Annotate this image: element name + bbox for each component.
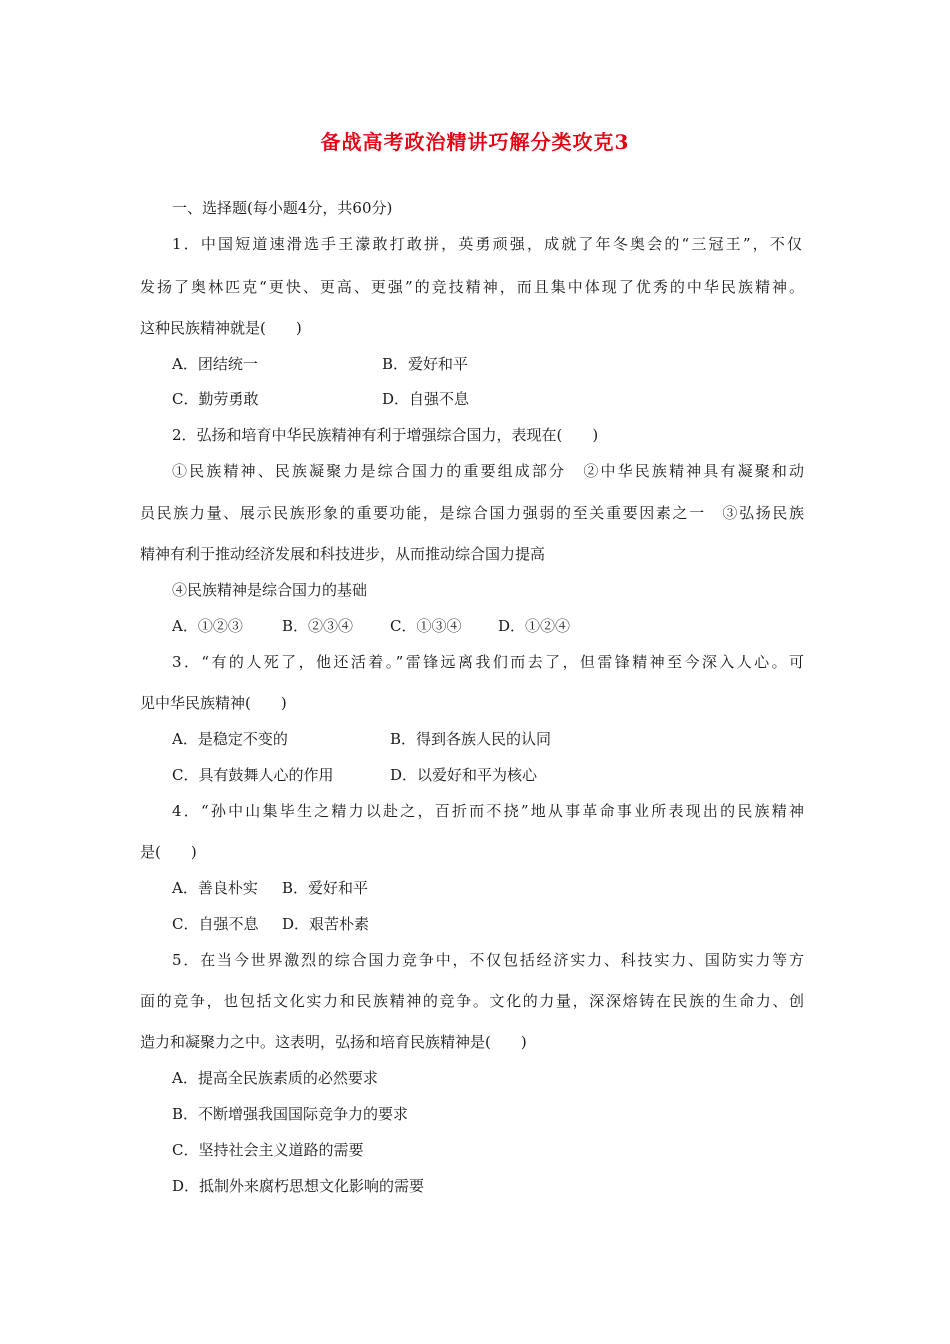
q2-option-d: D．①②④ xyxy=(498,617,571,635)
q3-line-1: 3．“有的人死了，他还活着。”雷锋远离我们而去了，但雷锋精神至今深入人心。可 xyxy=(172,653,804,671)
q2-option-c: C．①③④ xyxy=(390,617,462,635)
q4-option-d: D．艰苦朴素 xyxy=(282,915,370,933)
q2-line-2: ①民族精神、民族凝聚力是综合国力的重要组成部分 ②中华民族精神具有凝聚和动 xyxy=(172,462,804,480)
q1-line-1: 1．中国短道速滑选手王濛敢打敢拼，英勇顽强，成就了年冬奥会的“三冠王”，不仅 xyxy=(172,235,802,253)
q1-line-3: 这种民族精神就是( ) xyxy=(140,319,302,337)
q5-line-1: 5．在当今世界激烈的综合国力竞争中，不仅包括经济实力、科技实力、国防实力等方 xyxy=(172,951,804,969)
q4-option-c: C．自强不息 xyxy=(172,915,259,933)
q5-option-d: D．抵制外来腐朽思想文化影响的需要 xyxy=(172,1177,425,1195)
q3-option-b: B．得到各族人民的认同 xyxy=(390,730,552,748)
q1-option-d: D．自强不息 xyxy=(382,390,470,408)
section-heading: 一、选择题(每小题4分，共60分) xyxy=(172,199,393,217)
q2-line-4: 精神有利于推动经济发展和科技进步，从而推动综合国力提高 xyxy=(140,545,546,563)
q3-line-2: 见中华民族精神( ) xyxy=(140,694,287,712)
q2-line-1: 2．弘扬和培育中华民族精神有利于增强综合国力，表现在( ) xyxy=(172,426,599,444)
q5-option-b: B．不断增强我国国际竞争力的要求 xyxy=(172,1105,409,1123)
q5-option-a: A．提高全民族素质的必然要求 xyxy=(172,1069,378,1087)
q2-option-b: B．②③④ xyxy=(282,617,354,635)
q2-option-a: A．①②③ xyxy=(172,617,243,635)
q1-option-b: B．爱好和平 xyxy=(382,355,469,373)
page-title: 备战高考政治精讲巧解分类攻克3 xyxy=(320,130,630,154)
q3-option-a: A．是稳定不变的 xyxy=(172,730,288,748)
q5-line-2: 面的竞争，也包括文化实力和民族精神的竞争。文化的力量，深深熔铸在民族的生命力、创 xyxy=(140,992,804,1010)
q4-line-1: 4．“孙中山集毕生之精力以赴之，百折而不挠”地从事革命事业所表现出的民族精神 xyxy=(172,802,804,820)
q5-line-3: 造力和凝聚力之中。这表明，弘扬和培育民族精神是( ) xyxy=(140,1033,527,1051)
q2-line-3: 员民族力量、展示民族形象的重要功能，是综合国力强弱的至关重要因素之一 ③弘扬民族 xyxy=(140,504,804,522)
q1-option-a: A．团结统一 xyxy=(172,355,258,373)
q2-line-5: ④民族精神是综合国力的基础 xyxy=(172,581,368,599)
q5-option-c: C．坚持社会主义道路的需要 xyxy=(172,1141,364,1159)
q4-option-a: A．善良朴实 xyxy=(172,879,258,897)
q1-line-2: 发扬了奥林匹克“更快、更高、更强”的竞技精神，而且集中体现了优秀的中华民族精神。 xyxy=(140,278,804,296)
q3-option-d: D．以爱好和平为核心 xyxy=(390,766,538,784)
q3-option-c: C．具有鼓舞人心的作用 xyxy=(172,766,334,784)
q4-option-b: B．爱好和平 xyxy=(282,879,369,897)
q1-option-c: C．勤劳勇敢 xyxy=(172,390,259,408)
q4-line-2: 是( ) xyxy=(140,843,197,861)
